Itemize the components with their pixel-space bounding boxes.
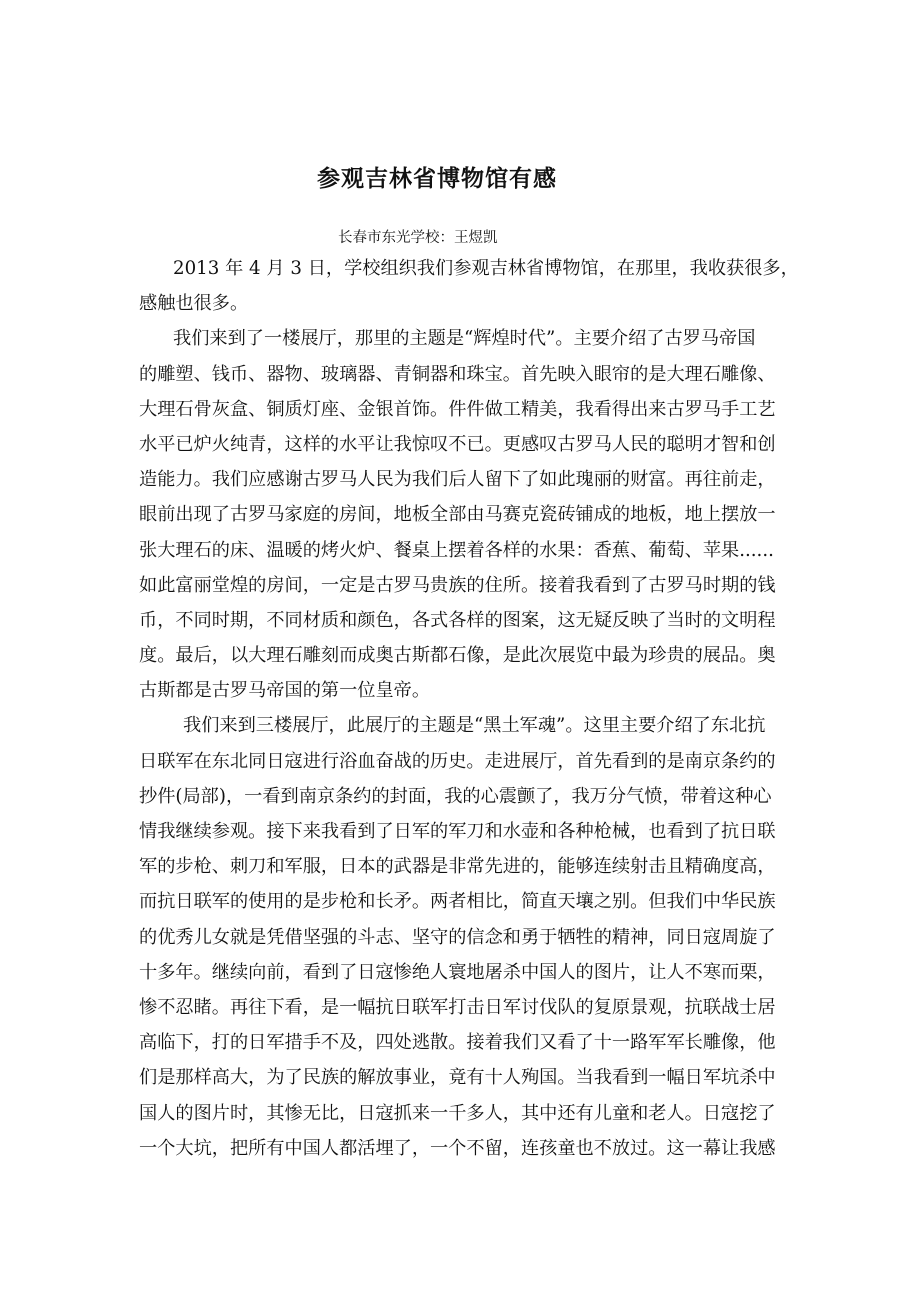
text-line: 造能力。我们应感谢古罗马人民为我们后人留下了如此瑰丽的财富。再往前走，	[139, 469, 776, 491]
text-line: 军的步枪、刺刀和军服，日本的武器是非常先进的，能够连续射击且精确度高，	[139, 856, 776, 878]
text-line: 我们来到了一楼展厅，那里的主题是“辉煌时代”。主要介绍了古罗马帝国	[173, 328, 756, 350]
text-line: 惨不忍睹。再往下看，是一幅抗日联军打击日军讨伐队的复原景观，抗联战士居	[139, 996, 776, 1018]
text-line: 们是那样高大，为了民族的解放事业，竟有十人殉国。当我看到一幅日军坑杀中	[139, 1067, 776, 1089]
text-line: 我们来到三楼展厅，此展厅的主题是“黑土军魂”。这里主要介绍了东北抗	[183, 715, 766, 737]
text-line: 十多年。继续向前，看到了日寇惨绝人寰地屠杀中国人的图片，让人不寒而栗，	[139, 961, 776, 983]
text-line: 高临下，打的日军措手不及，四处逃散。接着我们又看了十一路军军长雕像，他	[139, 1032, 776, 1054]
text-line: 国人的图片时，其惨无比，日寇抓来一千多人，其中还有儿童和老人。日寇挖了	[139, 1102, 776, 1124]
text-line: 抄件(局部)，一看到南京条约的封面，我的心震颤了，我万分气愤，带着这种心	[139, 785, 772, 807]
text-line: 币，不同时期，不同材质和颜色，各式各样的图案，这无疑反映了当时的文明程	[139, 609, 776, 631]
document-body	[139, 251, 799, 1166]
text-line: 如此富丽堂煌的房间，一定是古罗马贵族的住所。接着我看到了古罗马时期的钱	[139, 574, 776, 596]
paragraph-2	[139, 321, 779, 708]
paragraph-3	[139, 708, 779, 1165]
text-line: 2013 年 4 月 3 日，学校组织我们参观吉林省博物馆，在那里，我收获很多，	[173, 258, 799, 279]
text-line: 古斯都是古罗马帝国的第一位皇帝。	[139, 680, 431, 702]
text-line: 的优秀儿女就是凭借坚强的斗志、坚守的信念和勇于牺牲的精神，同日寇周旋了	[139, 926, 776, 948]
text-line: 的雕塑、钱币、器物、玻璃器、青铜器和珠宝。首先映入眼帘的是大理石雕像、	[139, 363, 776, 385]
text-line: 水平已炉火纯青，这样的水平让我惊叹不已。更感叹古罗马人民的聪明才智和创	[139, 433, 776, 455]
text-line: 而抗日联军的使用的是步枪和长矛。两者相比，简直天壤之别。但我们中华民族	[139, 891, 776, 913]
text-line: 日联军在东北同日寇进行浴血奋战的历史。走进展厅，首先看到的是南京条约的	[139, 750, 776, 772]
text-line: 感触也很多。	[139, 293, 249, 315]
text-line: 张大理石的床、温暖的烤火炉、餐桌上摆着各样的水果：香蕉、葡萄、苹果......	[139, 539, 774, 561]
text-line: 情我继续参观。接下来我看到了日军的军刀和水壶和各种枪械，也看到了抗日联	[139, 821, 776, 842]
text-line: 眼前出现了古罗马家庭的房间，地板全部由马赛克瓷砖铺成的地板，地上摆放一	[139, 504, 776, 526]
paragraph-1	[139, 251, 799, 321]
text-line: 一个大坑，把所有中国人都活埋了，一个不留，连孩童也不放过。这一幕让我感	[139, 1137, 776, 1159]
author-line: 长春市东光学校：王煜凯	[338, 230, 498, 246]
text-line: 度。最后，以大理石雕刻而成奥古斯都石像，是此次展览中最为珍贵的展品。奥	[139, 645, 776, 667]
text-line: 大理石骨灰盒、铜质灯座、金银首饰。件件做工精美，我看得出来古罗马手工艺	[139, 398, 776, 420]
document-title: 参观吉林省博物馆有感	[317, 166, 557, 192]
